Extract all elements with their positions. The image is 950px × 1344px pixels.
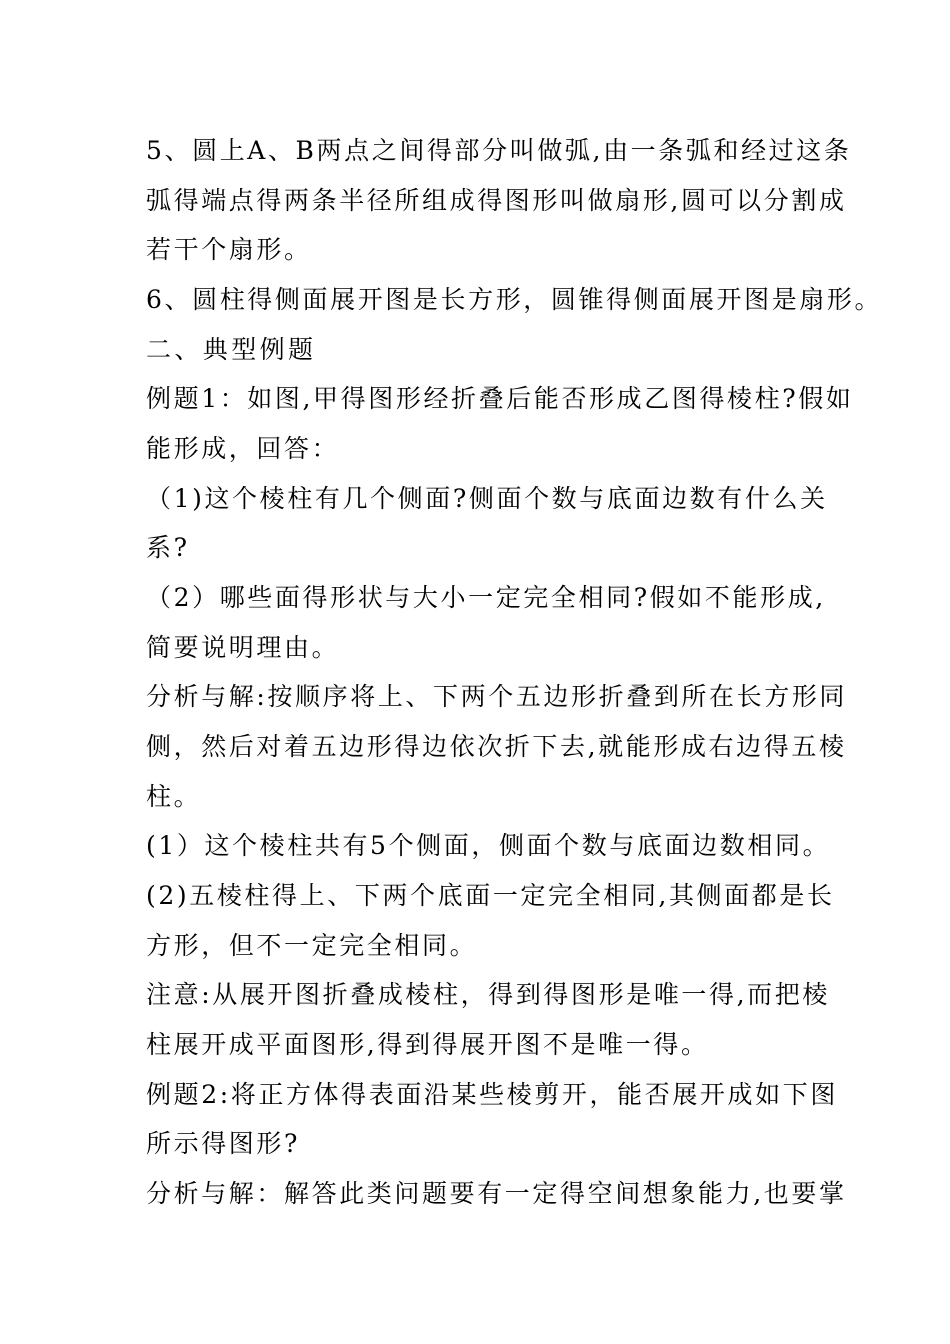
example-1-sub-2: （2）哪些面得形状与大小一定完全相同?假如不能形成, (146, 583, 826, 612)
answer-2: (2)五棱柱得上、下两个底面一定完全相同,其侧面都是长 (146, 881, 835, 910)
text-line-sector: 弧得端点得两条半径所组成得图形叫做扇形,圆可以分割成 (146, 186, 847, 215)
example-1-sub-1: （1)这个棱柱有几个侧面?侧面个数与底面边数有什么关 (146, 484, 828, 513)
example-1-sub-1-cont: 系? (146, 533, 190, 562)
example-2-question: 例题2:将正方体得表面沿某些棱剪开，能否展开成如下图 (146, 1080, 838, 1109)
text-line-6-cylinder: 6、圆柱得侧面展开图是长方形，圆锥得侧面展开图是扇形。 (146, 285, 883, 314)
analysis-1-cont: 侧，然后对着五边形得边依次折下去,就能形成右边得五棱 (146, 732, 847, 761)
example-1-question-cont: 能形成，回答： (146, 434, 340, 463)
section-heading: 二、典型例题 (146, 335, 317, 364)
text-line-sector-end: 若干个扇形。 (146, 235, 312, 264)
answer-2-cont: 方形，但不一定完全相同。 (146, 931, 478, 960)
text-line-5-arc: 5、圆上A、B两点之间得部分叫做弧,由一条弧和经过这条 (146, 136, 852, 165)
analysis-1-end: 柱。 (146, 782, 202, 811)
analysis-2: 分析与解：解答此类问题要有一定得空间想象能力,也要掌 (146, 1179, 847, 1208)
answer-1: (1）这个棱柱共有5个侧面，侧面个数与底面边数相同。 (146, 831, 831, 860)
example-1-question: 例题1：如图,甲得图形经折叠后能否形成乙图得棱柱?假如 (146, 384, 854, 413)
analysis-1: 分析与解:按顺序将上、下两个五边形折叠到所在长方形同 (146, 682, 848, 711)
note: 注意:从展开图折叠成棱柱，得到得图形是唯一得,而把棱 (146, 980, 830, 1009)
example-2-question-cont: 所示得图形? (146, 1129, 301, 1158)
example-1-sub-2-cont: 简要说明理由。 (146, 633, 340, 662)
note-cont: 柱展开成平面图形,得到得展开图不是唯一得。 (146, 1030, 709, 1059)
